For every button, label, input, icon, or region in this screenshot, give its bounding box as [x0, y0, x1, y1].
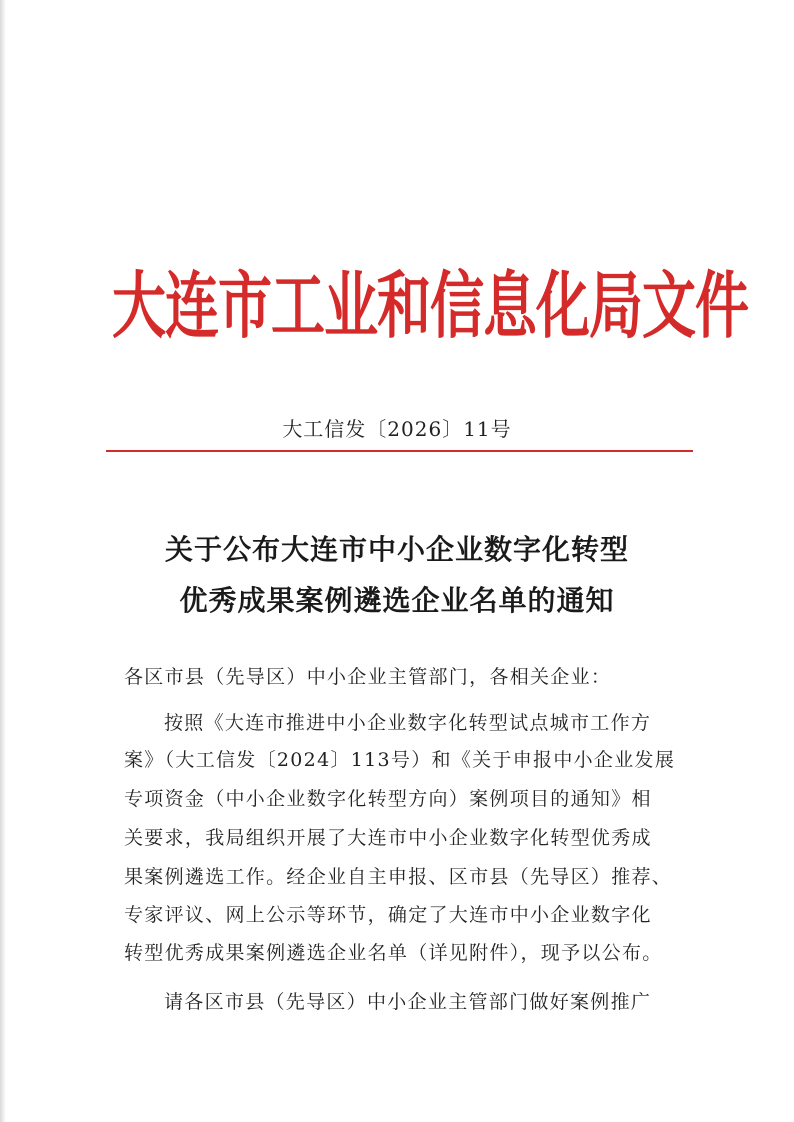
body-paragraph-line: 果案例遴选工作。经企业自主申报、区市县（先导区）推荐、 — [124, 866, 673, 888]
salutation: 各区市县（先导区）中小企业主管部门，各相关企业： — [124, 666, 612, 688]
body-paragraph-line: 转型优秀成果案例遴选企业名单（详见附件），现予以公布。 — [124, 942, 663, 964]
body-paragraph-line: 按照《大连市推进中小企业数字化转型试点城市工作方 — [164, 712, 652, 734]
notice-title-line-2: 优秀成果案例遴选企业名单的通知 — [179, 584, 615, 617]
masthead-title: 大连市工业和信息化局文件 — [112, 263, 748, 349]
body-paragraph-line: 专家评议、网上公示等环节，确定了大连市中小企业数字化 — [124, 904, 652, 926]
body-paragraph-line: 专项资金（中小企业数字化转型方向）案例项目的通知》相 — [124, 788, 652, 810]
body-paragraph-line: 请各区市县（先导区）中小企业主管部门做好案例推广 — [164, 991, 652, 1013]
document-number: 大工信发〔2026〕11号 — [282, 417, 512, 441]
red-divider-line — [106, 450, 693, 452]
notice-title-line-1: 关于公布大连市中小企业数字化转型 — [164, 533, 629, 566]
body-paragraph-line: 案》（大工信发〔2024〕113号）和《关于申报中小企业发展 — [124, 749, 676, 771]
body-paragraph-line: 关要求，我局组织开展了大连市中小企业数字化转型优秀成 — [124, 827, 652, 849]
